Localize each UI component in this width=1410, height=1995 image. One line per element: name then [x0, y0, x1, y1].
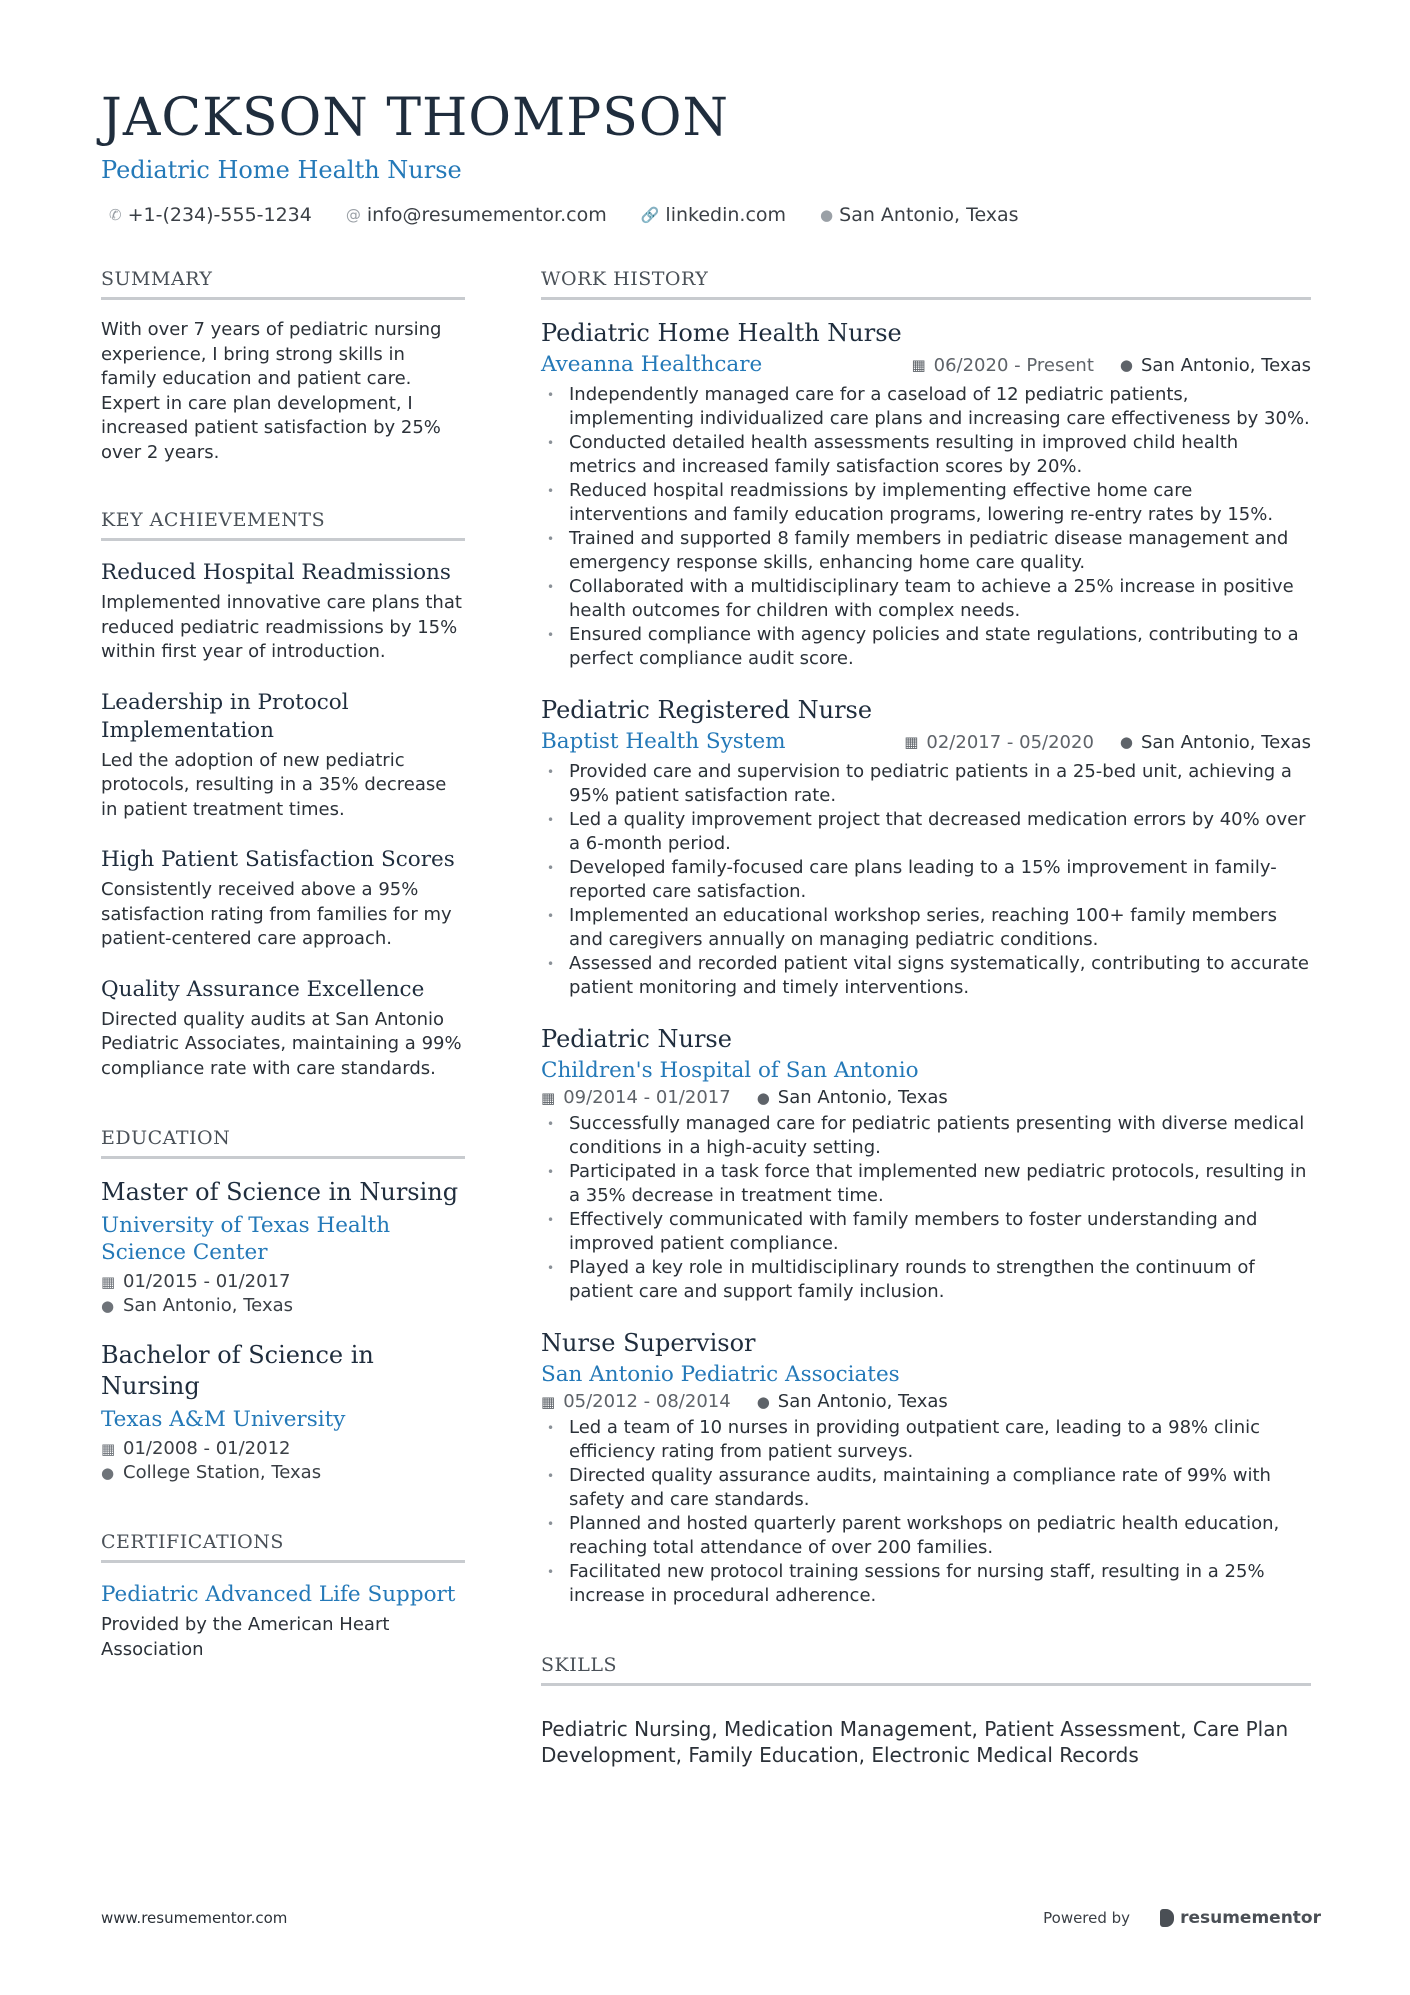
footer-website[interactable]: www.resumementor.com: [101, 1909, 288, 1927]
brand-mark-icon: [1160, 1909, 1174, 1927]
contact-phone-text: +1-(234)-555-1234: [127, 204, 312, 226]
job-bullet: • Assessed and recorded patient vital signs systematically, contributing to accurate patient monitoring and timely interventions.: [541, 952, 1311, 1000]
achievement-desc: Implemented innovative care plans that reduced pediatric readmissions by 15% within first year of introduction.: [101, 592, 462, 662]
achievement-title: Leadership in Protocol Implementation: [101, 689, 349, 743]
certifications-heading: CERTIFICATIONS: [101, 1531, 465, 1563]
contact-phone[interactable]: [109, 204, 312, 226]
job-bullets: [541, 760, 1311, 1000]
job-bullet: • Independently managed care for a caseload of 12 pediatric patients, implementing individualized care plans and increasing care effectiveness by 30%.: [541, 383, 1311, 431]
job-entry: [541, 695, 1311, 1000]
left-column: [101, 268, 465, 1662]
job-meta: [911, 355, 1311, 376]
calendar-icon: ▦: [904, 733, 919, 751]
powered-by-label: Powered by: [1043, 1909, 1131, 1927]
job-bullet: • Implemented an educational workshop series, reaching 100+ family members and caregivers annually on managing pediatric conditions.: [541, 904, 1311, 952]
job-bullet: • Effectively communicated with family members to foster understanding and improved patient compliance.: [541, 1208, 1311, 1256]
location-icon: ●: [1119, 733, 1133, 751]
location-icon: ●: [756, 1392, 770, 1411]
resume-header: [101, 86, 1321, 226]
achievements-heading: KEY ACHIEVEMENTS: [101, 509, 465, 541]
job-bullets: [541, 1112, 1311, 1304]
education-item: [101, 1177, 465, 1318]
job-bullet: • Trained and supported 8 family members in pediatric disease management and emergency response skills, enhancing home care quality.: [541, 527, 1311, 575]
location-icon: ●: [101, 1297, 115, 1315]
calendar-icon: ▦: [911, 356, 926, 374]
job-location-text: San Antonio, Texas: [1141, 354, 1311, 376]
contact-location-text: San Antonio, Texas: [839, 204, 1019, 226]
job-entry: [541, 1328, 1311, 1608]
job-bullet: • Played a key role in multidisciplinary rounds to strengthen the continuum of patient care and support family inclusion.: [541, 1256, 1311, 1304]
skills-heading: SKILLS: [541, 1654, 1311, 1686]
certification-desc: Provided by the American Heart Association: [101, 1614, 390, 1660]
education-dates: [101, 1270, 465, 1294]
location-icon: ●: [820, 206, 834, 224]
job-title: Pediatric Registered Nurse: [541, 696, 873, 724]
achievement-title: High Patient Satisfaction Scores: [101, 847, 455, 872]
summary-heading: SUMMARY: [101, 268, 465, 300]
job-bullet: • Developed family-focused care plans leading to a 15% improvement in family-reported care satisfaction.: [541, 856, 1311, 904]
contact-location: [820, 204, 1019, 226]
job-location: [757, 1391, 948, 1412]
achievement-desc: Consistently received above a 95% satisfaction rating from families for my patient-centered care approach.: [101, 879, 452, 949]
brand-logo[interactable]: [1160, 1908, 1321, 1928]
job-bullet: • Provided care and supervision to pediatric patients in a 25-bed unit, achieving a 95% patient satisfaction rate.: [541, 760, 1311, 808]
job-meta: [541, 1087, 1311, 1108]
calendar-icon: ▦: [101, 1273, 116, 1291]
achievement-desc: Directed quality audits at San Antonio Pediatric Associates, maintaining a 99% compliance rate with care standards.: [101, 1008, 462, 1079]
job-meta: [904, 732, 1311, 753]
job-title: Pediatric Nurse: [541, 1025, 732, 1053]
calendar-icon: ▦: [101, 1440, 116, 1458]
candidate-role: Pediatric Home Health Nurse: [101, 156, 462, 184]
job-bullet: • Led a team of 10 nurses in providing outpatient care, leading to a 98% clinic efficiency rating from patient surveys.: [541, 1416, 1311, 1464]
calendar-icon: ▦: [541, 1088, 556, 1107]
achievement-item: [101, 559, 465, 665]
job-bullets: [541, 383, 1311, 671]
job-location-text: San Antonio, Texas: [777, 1087, 948, 1108]
job-location-text: San Antonio, Texas: [777, 1391, 948, 1412]
job-dates-text: 09/2014 - 01/2017: [563, 1087, 731, 1108]
achievement-item: [101, 976, 465, 1082]
job-dates: [541, 1391, 731, 1412]
job-title: Pediatric Home Health Nurse: [541, 319, 902, 347]
education-degree: Bachelor of Science in Nursing: [101, 1341, 374, 1400]
at-icon: @: [345, 206, 361, 224]
education-school: Texas A&M University: [101, 1407, 346, 1432]
job-meta: [541, 1391, 1311, 1412]
job-location: [757, 1087, 948, 1108]
phone-icon: ✆: [109, 206, 122, 224]
job-bullet: • Conducted detailed health assessments resulting in improved child health metrics and increased family satisfaction scores by 20%.: [541, 431, 1311, 479]
job-company: Aveanna Healthcare: [541, 352, 763, 377]
job-dates-text: 05/2012 - 08/2014: [563, 1391, 731, 1412]
location-icon: ●: [756, 1088, 770, 1107]
education-dates-text: 01/2008 - 01/2012: [123, 1438, 291, 1459]
work-history-heading: WORK HISTORY: [541, 268, 1311, 300]
brand-name: resumementor: [1180, 1908, 1321, 1928]
job-bullet: • Planned and hosted quarterly parent workshops on pediatric health education, reaching total attendance of over 200 families.: [541, 1512, 1311, 1560]
job-title: Nurse Supervisor: [541, 1329, 756, 1357]
achievement-title: Quality Assurance Excellence: [101, 976, 425, 1002]
job-bullet: • Collaborated with a multidisciplinary team to achieve a 25% increase in positive health outcomes for children with complex needs.: [541, 575, 1311, 623]
job-dates: [911, 355, 1093, 376]
contact-email-text: info@resumementor.com: [366, 204, 607, 226]
job-location-text: San Antonio, Texas: [1141, 731, 1311, 753]
job-dates: [541, 1087, 731, 1108]
job-dates-text: 06/2020 - Present: [933, 354, 1094, 376]
job-dates-text: 02/2017 - 05/2020: [926, 731, 1094, 753]
job-entry: [541, 318, 1311, 671]
page-footer: [101, 1908, 1321, 1928]
education-location: [101, 1294, 465, 1318]
achievement-title: Reduced Hospital Readmissions: [101, 560, 451, 585]
achievement-desc: Led the adoption of new pediatric protocols, resulting in a 35% decrease in patient treatment times.: [101, 749, 447, 820]
job-bullet: • Directed quality assurance audits, maintaining a compliance rate of 99% with safety and care standards.: [541, 1464, 1311, 1512]
powered-by: [1043, 1908, 1321, 1928]
achievement-item: [101, 846, 465, 952]
education-dates: [101, 1437, 465, 1461]
education-school: University of Texas Health Science Center: [101, 1213, 391, 1265]
job-company-line: [541, 351, 1311, 379]
candidate-name: JACKSON THOMPSON: [101, 88, 729, 148]
education-heading: EDUCATION: [101, 1127, 465, 1159]
job-bullet: • Led a quality improvement project that decreased medication errors by 40% over a 6-month period.: [541, 808, 1311, 856]
job-entry: [541, 1024, 1311, 1304]
job-bullet: • Reduced hospital readmissions by implementing effective home care interventions and family education programs, lowering re-entry rates by 15%.: [541, 479, 1311, 527]
education-location: [101, 1461, 465, 1485]
contact-linkedin-text: linkedin.com: [665, 204, 787, 226]
achievement-item: [101, 689, 465, 823]
education-location-text: San Antonio, Texas: [123, 1295, 293, 1316]
education-location-text: College Station, Texas: [123, 1462, 322, 1483]
job-location: [1120, 732, 1311, 753]
skills-text: Pediatric Nursing, Medication Management, Patient Assessment, Care Plan Development, Family Education, Electronic Medical Records: [541, 1717, 1289, 1767]
summary-text: With over 7 years of pediatric nursing experience, I bring strong skills in family education and patient care. Expert in care plan development, I increased patient satisfaction by 25% over 2 years.: [101, 319, 442, 463]
job-company: San Antonio Pediatric Associates: [541, 1362, 900, 1387]
job-bullets: [541, 1416, 1311, 1608]
job-company: Baptist Health System: [541, 729, 786, 754]
location-icon: ●: [1119, 356, 1133, 374]
job-company: Children's Hospital of San Antonio: [541, 1058, 919, 1083]
education-dates-text: 01/2015 - 01/2017: [123, 1271, 291, 1292]
job-dates: [904, 732, 1094, 753]
job-bullet: • Facilitated new protocol training sessions for nursing staff, resulting in a 25% increase in procedural adherence.: [541, 1560, 1311, 1608]
job-bullet: • Successfully managed care for pediatric patients presenting with diverse medical conditions in a high-acuity setting.: [541, 1112, 1311, 1160]
contact-email[interactable]: [346, 204, 607, 226]
contact-bar: [101, 204, 1321, 226]
job-bullet: • Ensured compliance with agency policies and state regulations, contributing to a perfect compliance audit score.: [541, 623, 1311, 671]
location-icon: ●: [101, 1464, 115, 1482]
job-company-line: [541, 728, 1311, 756]
link-icon: 🔗: [640, 206, 660, 224]
education-degree: Master of Science in Nursing: [101, 1178, 459, 1206]
contact-linkedin[interactable]: [641, 204, 786, 226]
calendar-icon: ▦: [541, 1392, 556, 1411]
certification-name: Pediatric Advanced Life Support: [101, 1582, 456, 1607]
job-location: [1120, 355, 1311, 376]
education-item: [101, 1340, 465, 1485]
right-column: [541, 268, 1311, 1768]
job-bullet: • Participated in a task force that implemented new pediatric protocols, resulting in a 35% decrease in treatment time.: [541, 1160, 1311, 1208]
